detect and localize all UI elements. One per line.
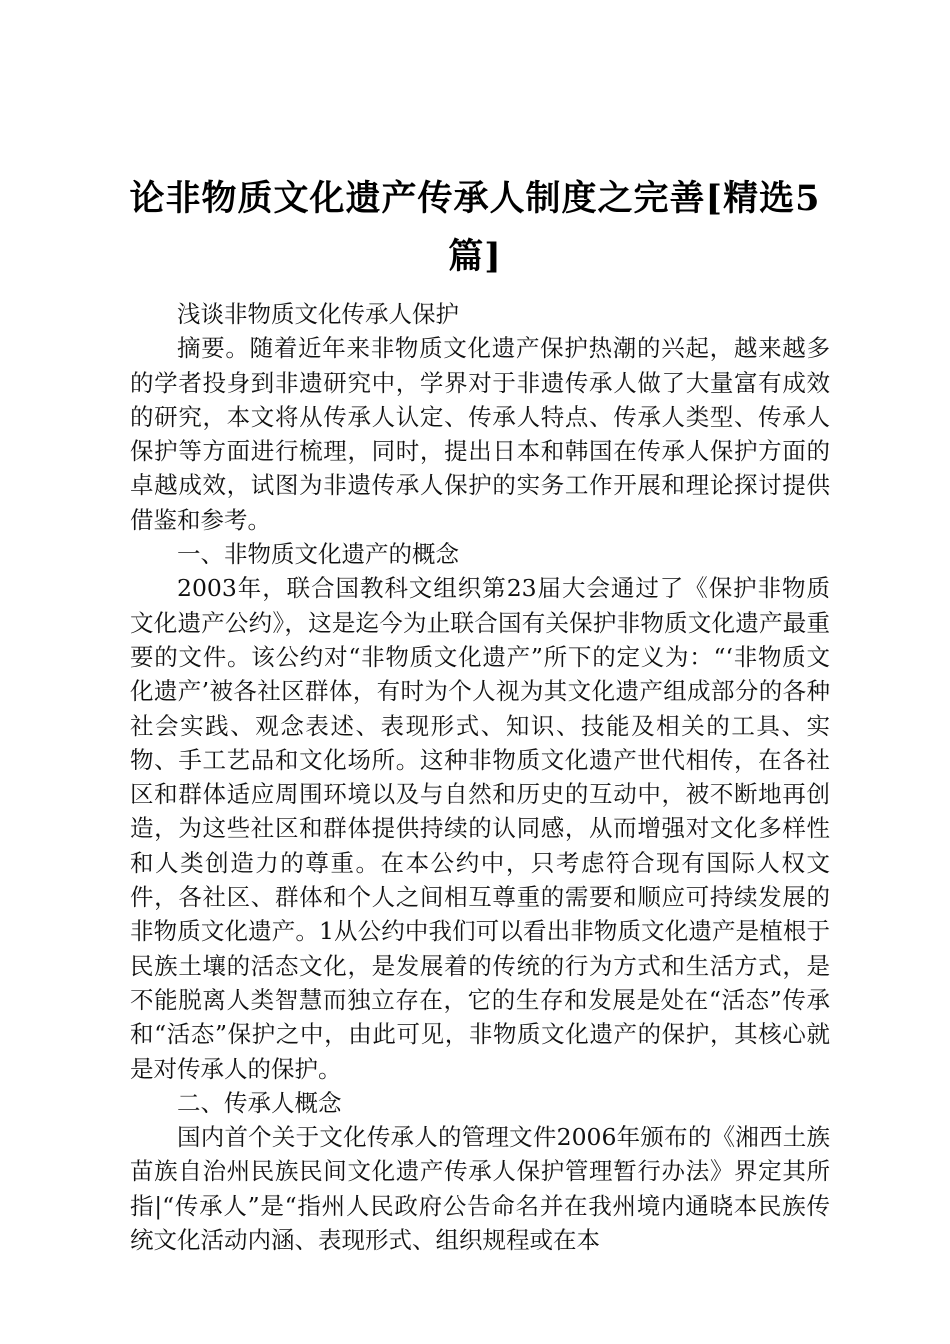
paragraph-abstract: 摘要。随着近年来非物质文化遗产保护热潮的兴起，越来越多的学者投身到非遗研究中，学界对于非遗传承人做了大量富有成效的研究，本文将从传承人认定、传承人特点、传承人类型、传承人保护等方面进行梳理，同时，提出日本和韩国在传承人保护方面的卓越成效，试图为非遗传承人保护的实务工作开展和理论探讨提供借鉴和参考。 xyxy=(130,334,830,534)
section-heading-2: 二、传承人概念 xyxy=(177,1088,342,1117)
paragraph-subtitle: 浅谈非物质文化传承人保护 xyxy=(177,300,459,328)
document-title: 论非物质文化遗产传承人制度之完善[精选5篇] xyxy=(129,178,821,277)
document-body xyxy=(130,297,830,1257)
paragraph-section-2: 国内首个关于文化传承人的管理文件2006年颁布的《湘西土族苗族自治州民族民间文化遗产传承人保护管理暂行办法》界定其所指|“传承人”是“指州人民政府公告命名并在我州境内通晓本民族传统文化活动内涵、表现形式、组织规程或在本 xyxy=(130,1123,830,1255)
section-heading-1: 一、非物质文化遗产的概念 xyxy=(177,540,459,569)
paragraph-section-1: 2003年，联合国教科文组织第23届大会通过了《保护非物质文化遗产公约》，这是迄今为止联合国有关保护非物质文化遗产最重要的文件。该公约对“非物质文化遗产”所下的定义为：“‘非物质文化遗产’被各社区群体，有时为个人视为其文化遗产组成部分的各种社会实践、观念表述、表现形式、知识、技能及相关的工具、实物、手工艺品和文化场所。这种非物质文化遗产世代相传，在各社区和群体适应周围环境以及与自然和历史的互动中，被不断地再创造，为这些社区和群体提供持续的认同感，从而增强对文化多样性和人类创造力的尊重。在本公约中，只考虑符合现有国际人权文件，各社区、群体和个人之间相互尊重的需要和顺应可持续发展的非物质文化遗产。1从公约中我们可以看出非物质文化遗产是植根于民族土壤的活态文化，是发展着的传统的行为方式和生活方式，是不能脱离人类智慧而独立存在，它的生存和发展是处在“活态”传承和“活态”保护之中，由此可见，非物质文化遗产的保护，其核心就是对传承人的保护。 xyxy=(130,574,830,1083)
